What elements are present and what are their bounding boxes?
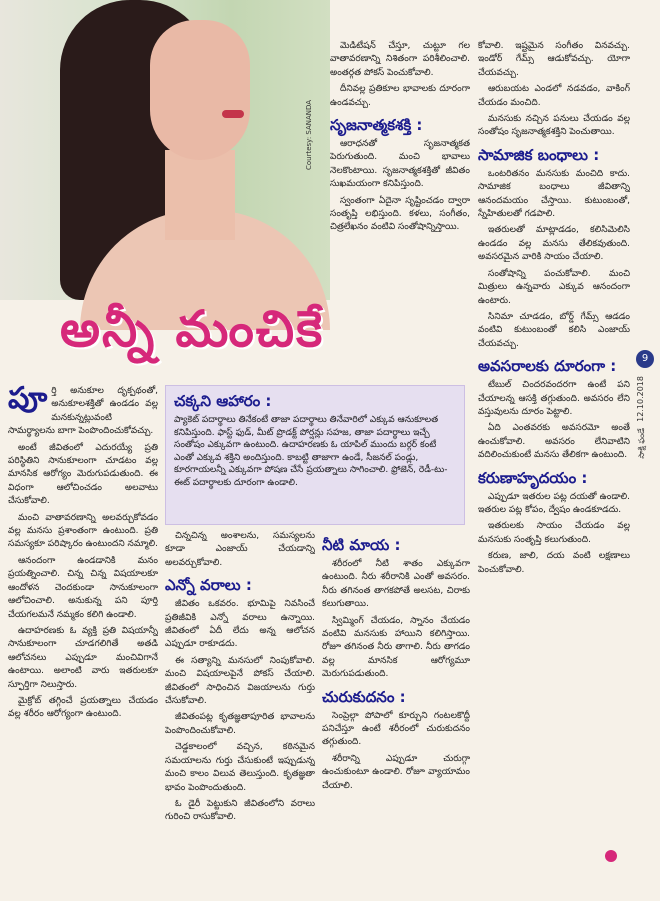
article-paragraph: కోవాలి. ఇష్టమైన సంగీతం వినవచ్చు. ఇండోర్ గేమ్స్ ఆడుకోవచ్చు. యోగా చేయవచ్చు. [478, 41, 630, 78]
photo-credit: Courtesy: SANANDA [305, 99, 313, 170]
food-box-text: ప్యాకెట్ పదార్థాలు తినేకంటే తాజా పదార్థాలు తినేవారిలో ఎక్కువ ఆనుకూలత కనిపిస్తుంది. ఫాస్ట్ ఫుడ్, మీట్ ప్రొడక్ట్ పోర్షన్లు సహజ, తాజా పదార్థాలు ఇచ్చే సంతోషం ఎక్కువగా ఉంటుంది. ఉదాహరణకు ఓ యాపిల్ ముందు బర్గర్ కంటే ఎంతో ఎక్కువ శక్తిని అందిస్తుంది. కాబట్టి తాజాగా ఉండే, సీజనల్ పండ్లు, కూరగాయలన్నీ ఎక్కువగా పోషణ చేసే ప్రయత్నాలు సాగించాలి. ఫ్రోజెన్, రెడీ-టు-ఈట్ పదార్థాలకు దూరంగా ఉండాలి. [174, 415, 448, 488]
article-paragraph: మనసుకు నచ్చిన పనులు చేయడం వల్ల సంతోషం సృజనాత్మకశక్తిని పెంచుతాయి. [478, 114, 630, 138]
article-paragraph: జీవితం ఒకవరం. భూమిపై నివసించే ప్రతిజీవికి ఎన్నో వరాలు ఉన్నాయి. జీవితంలో ఏదీ లేదు అన్న ఆలోచన ఎప్పుడూ రాకూడదు. [165, 599, 315, 650]
photo-neck [165, 150, 235, 240]
article-paragraph: మైక్రోబ్ తగ్గించే ప్రయత్నాలు చేయడం వల్ల శరీరం ఆరోగ్యంగా ఉంటుంది. [8, 695, 158, 720]
food-box [165, 385, 465, 525]
section-heading-social: సామాజిక బంధాలు : [478, 145, 600, 164]
article-paragraph: మెడిటేషన్ చేస్తూ, చుట్టూ గల వాతావరణాన్ని నిశితంగా పరిశీలించాలి. అంతర్గత పోకస్ పెంచుకోవాలి. [330, 41, 470, 78]
article-paragraph: టేబుల్ చిందరవందరగా ఉంటే పని చేయాలన్న ఆసక్తి తగ్గుతుంది. అవసరం లేని వస్తువులను దూరం పెట్టాలి. [478, 380, 630, 417]
page-headline: అన్నీ మంచికే [60, 300, 325, 358]
article-paragraph: సంతోషాన్ని పంచుకోవాలి. మంచి మిత్రులు ఉన్నవారు ఎక్కువ ఆనందంగా ఉంటారు. [478, 268, 630, 306]
section-heading-compassion: కరుణాహృదయం : [478, 468, 588, 487]
article-paragraph: చెడ్డకాలంలో వచ్చిన, కఠినమైన సమయాలను గుర్తు చేసుకుంటే ఇప్పుడున్న మంచి కాలం విలువ తెలుస్తుంది. కృతజ్ఞతా భావం పెంపొందుతుంది. [165, 742, 315, 793]
side-date: 12.10.2018 [636, 376, 645, 422]
page-number-badge: 9 [636, 350, 654, 368]
article-paragraph: ఉదాహరణకు ఓ వ్యక్తి ప్రతి విషయాన్నీ సానుకూలంగా చూడగలిగితే అతడి ఆలోచనలు ఎప్పుడూ మంచివిగానే ఉంటాయి. అలాంటి వారు ఇతరులకూ స్ఫూర్తిగా నిలుస్తారు. [8, 625, 158, 690]
article-paragraph: కరుణ, జాలి, దయ వంటి లక్షణాలు పెంచుకోవాలి. [478, 551, 630, 575]
article-paragraph: దీనివల్ల ప్రతికూల భావాలకు దూరంగా ఉండవచ్చు. [330, 84, 470, 108]
article-paragraph: ఆరుబయట ఎండలో నడవడం, వాకింగ్ చేయడం మంచిది. [478, 84, 630, 108]
article-paragraph: ఇతరులకు సాయం చేయడం వల్ల మనసుకు సంతృప్తి కలుగుతుంది. [478, 521, 630, 545]
article-paragraph: సెంప్రెల్గా పోపాలో కూర్చుని గంటలకొద్దీ పనిచేస్తూ ఉంటే శరీరంలో చురుకుదనం తగ్గుతుంది. [322, 710, 470, 748]
side-label: సాక్షి ఫండే [637, 427, 646, 459]
section-heading-needs: అవసరాలకు దూరంగా : [478, 357, 617, 376]
article-paragraph: స్వంతంగా ఏదైనా సృష్టించడం ద్వారా సంతృప్తి లభిస్తుంది. కళలు, సంగీతం, చిత్రలేఖనం వంటివి సంతోషాన్నిస్తాయి. [330, 195, 470, 233]
section-heading-activeness: చురుకుదనం : [322, 687, 406, 706]
article-paragraph: ఓ డైరీ పెట్టుకుని జీవితంలోని వరాలు గురించి రాసుకోవాలి. [165, 798, 315, 823]
article-paragraph: ఒంటరితనం మనసుకు మంచిది కాదు. సామాజిక బంధాలు జీవితాన్ని ఆనందమయం చేస్తాయి. కుటుంబంతో, స్నేహితులతో గడపాలి. [478, 168, 630, 220]
end-mark-icon [605, 850, 617, 862]
article-paragraph: ఎప్పుడూ ఇతరుల పట్ల దయతో ఉండాలి. ఇతరుల పట్ల కోపం, ద్వేషం ఉండకూడదు. [478, 491, 630, 515]
article-paragraph: శరీరాన్ని ఎప్పుడూ చురుగ్గా ఉంచుకుంటూ ఉండాలి. రోజూ వ్యాయామం చేయాలి. [322, 753, 470, 791]
article-paragraph: ఈ సత్యాన్ని మనసులో నింపుకోవాలి. మంచి విషయాలపైనే పోకస్ చేయాలి. జీవితంలో సాధించిన విజయాలను గుర్తు చేసుకోవాలి. [165, 655, 315, 707]
column-3-bottom [322, 530, 470, 895]
article-paragraph: సినిమా చూడడం, బోర్డ్ గేమ్స్ ఆడడం వంటివి కుటుంబంతో కలిసి ఎంజాయ్ చేయవచ్చు. [478, 311, 630, 349]
column-2 [165, 530, 315, 895]
article-paragraph: మంచి వాతావరణాన్ని అలవర్చుకోవడం వల్ల మనసు ప్రశాంతంగా ఉంటుంది. ప్రతి సమస్యకూ పరిష్కారం ఉంటుందని నమ్మాలి. [8, 512, 158, 550]
article-paragraph: స్విమ్మింగ్ చేయడం, స్నానం చేయడం వంటివి మనసుకు హాయిని కలిగిస్తాయి. రోజూ తగినంత నీరు తాగాలి. నీరు తాగడం వల్ల మానసిక ఆరోగ్యమూ మెరుగుపడుతుంది. [322, 615, 470, 680]
article-paragraph: అంటే జీవితంలో ఎదురయ్యే ప్రతి పరిస్థితిని సానుకూలంగా చూడటం వల్ల మానసిక ఆరోగ్యం మెరుగుపడుతుంది. ఈ విధంగా ఆలోచించడం అలవాటు చేసుకోవాలి. [8, 442, 158, 507]
article-paragraph: ఆనందంగా ఉండడానికి మనం ప్రయత్నించాలి. చిన్న చిన్న విషయాలకూ ఆందోళన చెందకుండా సానుకూలంగా ఆలోచించాలి. అనుకున్న పని పూర్తి చేయగలమనే నమ్మకం కలిగి ఉండాలి. [8, 555, 158, 620]
article-paragraph: ర్తి అనుకూల దృక్పథంతో, అనుకూలశక్తితో ఉండడం వల్ల మనకున్నట్లువంటి సామర్థ్యాలను బాగా పెంపొందించుకోవచ్చు. [8, 386, 158, 437]
article-paragraph: ఇతరులతో మాట్లాడడం, కలిసిమెలిసి ఉండడం వల్ల మనసు తేలికవుతుంది. అవసరమైన వారికి సాయం చేయాలి. [478, 225, 630, 263]
section-heading-creativity: సృజనాత్మకశక్తి : [330, 116, 423, 135]
section-heading-blessings: ఎన్నో వరాలు : [165, 576, 252, 595]
page-side-margin [636, 350, 656, 600]
photo-lips [222, 110, 244, 118]
section-heading-food: చక్కని ఆహారం : [174, 392, 272, 410]
column-4 [478, 40, 630, 895]
photo-face [150, 20, 250, 160]
woman-photo [0, 0, 330, 300]
drop-cap: పూ [8, 385, 48, 416]
column-3-top [330, 40, 470, 380]
column-1 [8, 385, 158, 895]
article-paragraph: ఏది ఎంతవరకు అవసరమో అంతే ఉంచుకోవాలి. అవసరం లేనివాటిని వదిలించుకుంటే మనసు తేలికగా ఉంటుంది. [478, 423, 630, 461]
article-paragraph: ఆరాధనతో సృజనాత్మకత పెరుగుతుంది. మంచి భావాలు నెలకొంటాయి. సృజనాత్మకశక్తితో జీవితం సుఖమయంగా కనిపిస్తుంది. [330, 139, 470, 190]
article-paragraph: జీవితంపట్ల కృతజ్ఞతాపూరిత భావాలను పెంపొందించుకోవాలి. [165, 712, 315, 736]
section-heading-water: నీటి మాయ : [322, 536, 401, 554]
article-paragraph: చిన్నచిన్న అంశాలను, సమస్యలను కూడా ఎంజాయ్ చేయడాన్ని అలవర్చుకోవాలి. [165, 531, 315, 568]
article-paragraph: శరీరంలో నీటి శాతం ఎక్కువగా ఉంటుంది. నీరు శరీరానికి ఎంతో అవసరం. నీరు తగినంత తాగకపోతే అలసట, చిరాకు కలుగుతాయి. [322, 559, 470, 610]
